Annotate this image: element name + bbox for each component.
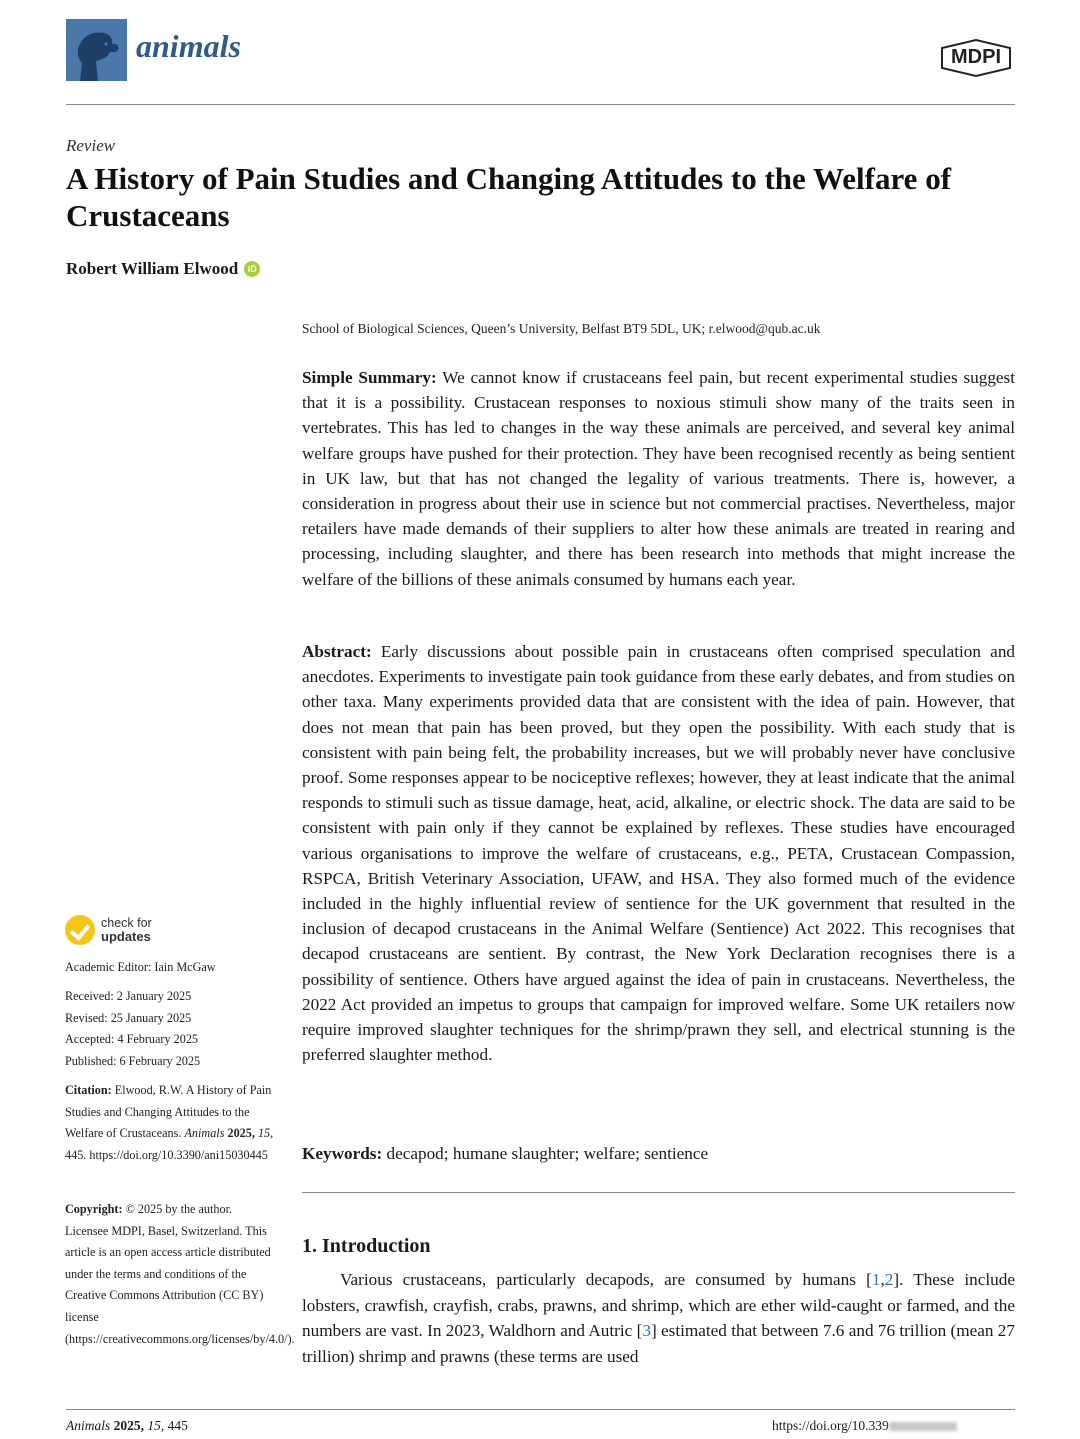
journal-name: animals xyxy=(136,28,241,64)
citation-volume: 15, xyxy=(257,1126,274,1141)
article-type: Review xyxy=(66,136,116,155)
footer-year: 2025, xyxy=(113,1418,145,1433)
simple-summary-text: We cannot know if crustaceans feel pain, but recent experimental studies suggest that it is a possibility. Crustacean responses to noxious stimuli show many of the traits seen in vertebrates. This has led to changes in the way these animals are perceived, and several key animal welfare groups have pushed for their protection. They have been recognised recently as being sentient in UK law, but that has not changed the legality of various treatments. There is, however, a consideration in progress about their use in science but not commercial practises. Nevertheless, major retailers have made demands of their suppliers to alter how these animals are treated in rearing and processing, including slaughter, and there has been research into methods that might increase the welfare of the billions of these animals consumed by humans each year. xyxy=(302,368,1016,589)
published-date: Published: 6 February 2025 xyxy=(65,1053,201,1068)
copyright-text: © 2025 by the author. Licensee MDPI, Basel, Switzerland. This article is an open access article distributed under the terms and conditions of the Creative Commons Attribution (CC BY) license (https://creativecommons.org/licenses/by/4.0/). xyxy=(65,1202,295,1346)
author-name: Robert William Elwood xyxy=(66,259,239,278)
footer-page: 445 xyxy=(167,1418,188,1433)
reference-separator: , xyxy=(880,1270,885,1289)
citation-label: Citation: xyxy=(65,1083,112,1097)
keywords xyxy=(302,1141,1015,1166)
publisher-name: MDPI xyxy=(951,46,1001,68)
reference-link[interactable]: 3 xyxy=(642,1321,651,1341)
keywords-label: Keywords: xyxy=(302,1144,383,1163)
citation-doi[interactable]: 445. https://doi.org/10.3390/ani15030445 xyxy=(65,1147,268,1162)
citation-journal: Animals xyxy=(184,1126,225,1141)
received-date: Received: 2 January 2025 xyxy=(65,989,192,1003)
check-for-label: check for xyxy=(101,915,152,930)
affiliation: School of Biological Sciences, Queen’s University, Belfast BT9 5DL, UK; r.elwood@qub.ac.uk xyxy=(302,321,821,336)
author-line xyxy=(66,259,260,279)
updates-label: updates xyxy=(101,928,151,944)
introduction-paragraph xyxy=(302,1267,1015,1369)
abstract xyxy=(302,639,1015,1067)
dates-block xyxy=(65,986,280,1072)
reference-link[interactable]: 2 xyxy=(884,1270,894,1289)
reference-link[interactable]: 1 xyxy=(871,1270,881,1289)
check-for-updates-button[interactable] xyxy=(65,915,152,945)
revised-date: Revised: 25 January 2025 xyxy=(65,1010,192,1025)
abstract-label: Abstract: xyxy=(302,642,372,661)
intro-text: Various crustaceans, particularly decapods, are consumed by humans [ xyxy=(340,1270,872,1289)
header-divider xyxy=(66,104,1015,105)
keywords-text: decapod; humane slaughter; welfare; sentience xyxy=(386,1144,709,1163)
simple-summary xyxy=(302,365,1015,592)
redacted-text xyxy=(889,1422,957,1431)
footer-divider xyxy=(66,1409,1015,1410)
footer-doi[interactable] xyxy=(772,1418,957,1434)
intro-text: ] estimated that between 7.6 and 76 trillion (mean 27 trillion) shrimp and prawns (these terms are used xyxy=(302,1321,1015,1366)
simple-summary-label: Simple Summary: xyxy=(302,368,437,387)
keywords-divider xyxy=(302,1192,1015,1193)
checkmark-icon xyxy=(65,915,95,945)
orcid-icon[interactable]: iD xyxy=(244,261,260,277)
article-title: A History of Pain Studies and Changing Attitudes to the Welfare of Crustaceans xyxy=(66,161,952,233)
footer-journal: Animals xyxy=(66,1418,111,1433)
copyright-block xyxy=(65,1199,295,1350)
citation-block xyxy=(65,1080,277,1166)
animal-silhouette-icon xyxy=(66,19,127,81)
academic-editor: Academic Editor: Iain McGaw xyxy=(65,960,216,974)
section-heading: 1. Introduction xyxy=(302,1235,431,1257)
footer-citation xyxy=(66,1418,188,1434)
citation-text: Elwood, R.W. A History of Pain Studies and Changing Attitudes to the Welfare of Crustaceans. xyxy=(65,1083,272,1141)
journal-logo xyxy=(66,19,127,81)
mdpi-logo xyxy=(936,30,1016,78)
footer-volume: 15, xyxy=(147,1418,165,1433)
copyright-label: Copyright: xyxy=(65,1202,123,1216)
citation-year: 2025, xyxy=(227,1126,255,1141)
footer-doi-text[interactable]: https://doi.org/10.339 xyxy=(772,1418,889,1433)
accepted-date: Accepted: 4 February 2025 xyxy=(65,1032,199,1047)
intro-text: ]. These include lobsters, crawfish, crayfish, crabs, prawns, and shrimp, which are ether wild-caught or farmed, and the numbers are vast. In 2023, Waldhorn and Autric [ xyxy=(302,1270,1015,1341)
abstract-text: Early discussions about possible pain in crustaceans often comprised speculation and anecdotes. Experiments to investigate pain took guidance from these early debates, and from studies on other taxa. Many experiments provided data that are consistent with the idea of pain. However, that does not mean that pain has been proved, but they open the possibility. With each study that is consistent with pain being felt, the probability increases, but we will probably never have conclusive proof. Some responses appear to be nociceptive reflexes; however, they at least indicate that the animal responds to stimuli such as tissue damage, heat, acid, alkaline, or electric shock. The data are said to be consistent with pain only if they cannot be explained by reflexes. These studies have encouraged various organisations to improve the welfare of crustaceans, e.g., PETA, Crustacean Compassion, RSPCA, British Veterinary Association, UFAW, and HSA. They also formed much of the evidence included in the highly influential review of sentience for the UK government that resulted in the inclusion of decapod crustaceans in the Animal Welfare (Sentience) Act 2022. This recognises that decapod crustaceans are sentient. By contrast, the New York Declaration recognises there is a possibility of sentience. Others have argued against the idea of pain in crustaceans. Nevertheless, the 2022 Act provided an impetus to groups that campaign for improved welfare. Some UK retailers now require improved slaughter techniques for the shrimp/prawn they sell, and electrical stunning is the preferred slaughter method. xyxy=(302,642,1016,1065)
